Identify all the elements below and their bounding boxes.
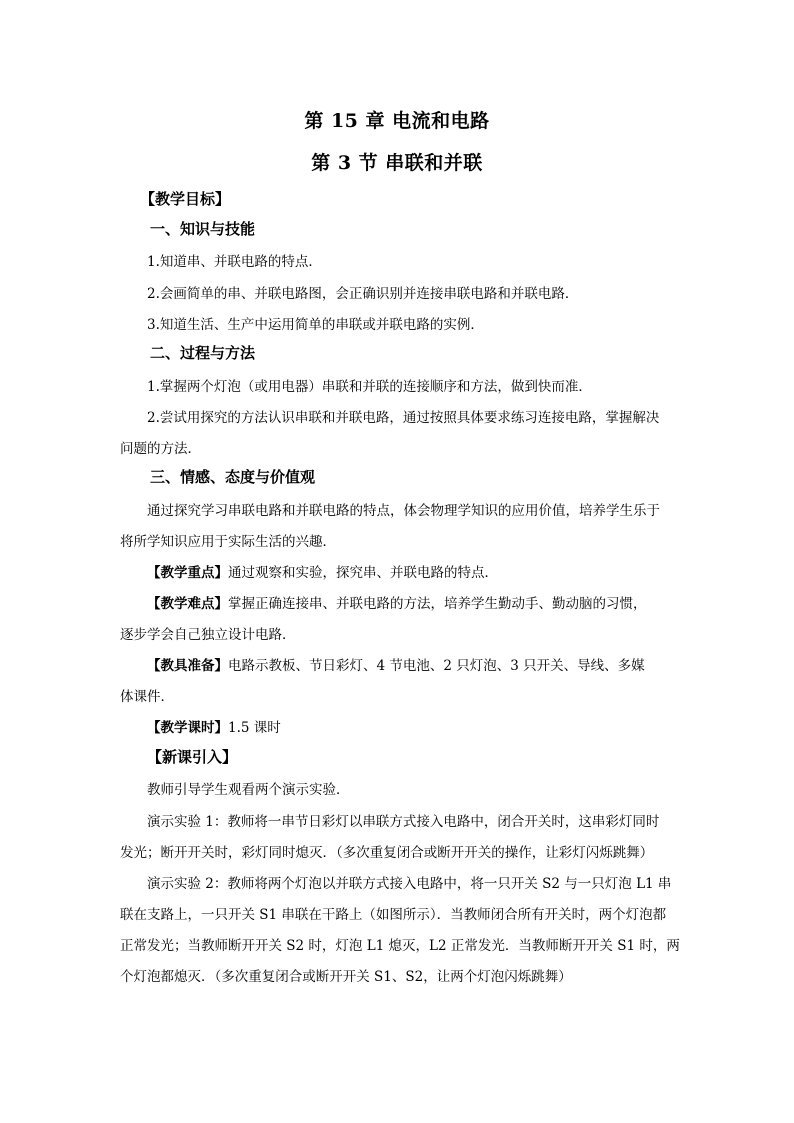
tools-text-1: 电路示教板、节日彩灯、4 节电池、2 只灯泡、3 只开关、导线、多媒	[228, 658, 645, 674]
knowledge-item-1: 1.知道串、并联电路的特点．	[147, 254, 322, 270]
teaching-goals-heading: 【教学目标】	[140, 190, 231, 208]
process-item-1: 1.掌握两个灯泡（或用电器）串联和并联的连接顺序和方法，做到快而准．	[147, 379, 592, 395]
hours-label: 【教学课时】	[147, 720, 228, 736]
chapter-title: 第 15 章 电流和电路	[304, 110, 490, 132]
intro-label: 【新课引入】	[147, 748, 238, 766]
knowledge-item-2: 2.会画简单的串、并联电路图，会正确识别并连接串联电路和并联电路．	[147, 286, 579, 302]
emotion-line-2: 将所学知识应用于实际生活的兴趣．	[120, 534, 336, 550]
tools-text-2: 体课件．	[120, 689, 174, 705]
knowledge-heading: 一、知识与技能	[150, 220, 256, 238]
demo1-line-1: 演示实验 1：教师将一串节日彩灯以串联方式接入电路中，闭合开关时，这串彩灯同时	[147, 814, 660, 830]
demo1-line-2: 发光；断开开关时，彩灯同时熄灭．（多次重复闭合或断开开关的操作，让彩灯闪烁跳舞）	[120, 845, 654, 861]
hours-text: 1.5 课时	[228, 720, 281, 736]
key-point-paragraph	[147, 561, 498, 581]
difficulty-text-1: 掌握正确连接串、并联电路的方法，培养学生勤动手、勤动脑的习惯，	[228, 596, 647, 612]
hours-paragraph	[147, 716, 281, 736]
difficulty-text-2: 逐步学会自己独立设计电路．	[120, 627, 296, 643]
emotion-line-1: 通过探究学习串联电路和并联电路的特点，体会物理学知识的应用价值，培养学生乐于	[147, 503, 660, 519]
process-item-2-line-2: 问题的方法．	[120, 441, 201, 457]
knowledge-item-3: 3.知道生活、生产中运用简单的串联或并联电路的实例．	[147, 317, 484, 333]
process-item-2-line-1: 2.尝试用探究的方法认识串联和并联电路，通过按照具体要求练习连接电路，掌握解决	[147, 410, 660, 426]
tools-label: 【教具准备】	[147, 658, 228, 674]
demo2-line-1: 演示实验 2：教师将两个灯泡以并联方式接入电路中，将一只开关 S2 与一只灯泡 L1 串	[147, 876, 672, 892]
difficulty-paragraph	[147, 592, 647, 612]
tools-paragraph	[147, 654, 645, 674]
key-point-text: 通过观察和实验，探究串、并联电路的特点．	[228, 565, 498, 581]
emotion-heading: 三、情感、态度与价值观	[150, 468, 316, 486]
difficulty-label: 【教学难点】	[147, 596, 228, 612]
demo2-line-4: 个灯泡都熄灭．（多次重复闭合或断开开关 S1、S2，让两个灯泡闪烁跳舞）	[120, 969, 572, 985]
intro-lead: 教师引导学生观看两个演示实验．	[147, 782, 350, 798]
section-title: 第 3 节 串联和并联	[311, 152, 483, 174]
demo2-line-2: 联在支路上，一只开关 S1 串联在干路上（如图所示）．当教师闭合所有开关时，两个灯泡都	[120, 907, 667, 923]
demo2-line-3: 正常发光；当教师断开开关 S2 时，灯泡 L1 熄灭，L2 正常发光．当教师断开开关 S1 时，两	[120, 938, 680, 954]
key-point-label: 【教学重点】	[147, 565, 228, 581]
process-heading: 二、过程与方法	[150, 344, 256, 362]
